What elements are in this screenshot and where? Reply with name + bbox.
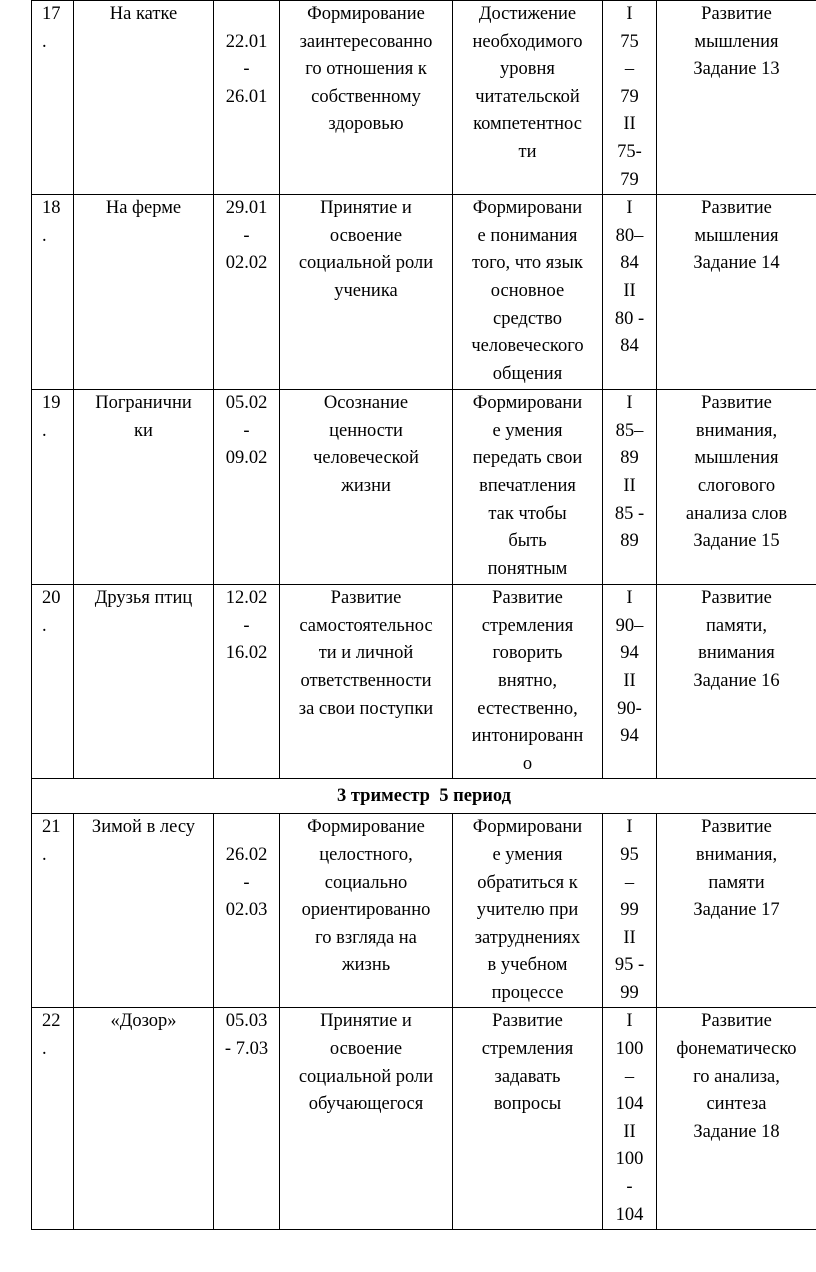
lesson-dates: 05.02 - 09.02 [214,390,280,585]
lesson-dates: 12.02 - 16.02 [214,585,280,779]
table-row [32,195,816,390]
personal-goal: Принятие и освоение социальной роли ученика [280,195,453,390]
row-number: 20 . [32,585,74,779]
table-row [32,814,816,1008]
lesson-dates: 22.01 - 26.01 [214,1,280,195]
trimester-separator: 3 триместр 5 период [32,779,816,814]
pages: I 95 – 99 II 95 - 99 [603,814,657,1008]
pages: I 100 – 104 II 100 - 104 [603,1008,657,1230]
lesson-title: Зимой в лесу [74,814,214,1008]
lesson-dates: 29.01 - 02.02 [214,195,280,390]
lesson-title: Погранични ки [74,390,214,585]
personal-goal: Развитие самостоятельнос ти и личной ответственности за свои поступки [280,585,453,779]
development-task: Развитие мышления Задание 14 [657,195,816,390]
lesson-dates: 26.02 - 02.03 [214,814,280,1008]
personal-goal: Осознание ценности человеческой жизни [280,390,453,585]
trimester-separator-row [32,779,816,814]
pages: I 85– 89 II 85 - 89 [603,390,657,585]
personal-goal: Формирование заинтересованно го отношения к собственному здоровью [280,1,453,195]
development-task: Развитие памяти, внимания Задание 16 [657,585,816,779]
personal-goal: Формирование целостного, социально ориентированно го взгляда на жизнь [280,814,453,1008]
lesson-title: «Дозор» [74,1008,214,1230]
lesson-dates: 05.03 - 7.03 [214,1008,280,1230]
table-row [32,390,816,585]
personal-goal: Принятие и освоение социальной роли обучающегося [280,1008,453,1230]
row-number: 19 . [32,390,74,585]
lesson-title: На катке [74,1,214,195]
communicative-goal: Формировани е умения обратиться к учителю при затруднениях в учебном процессе [453,814,603,1008]
row-number: 22 . [32,1008,74,1230]
communicative-goal: Формировани е умения передать свои впечатления так чтобы быть понятным [453,390,603,585]
pages: I 75 – 79 II 75- 79 [603,1,657,195]
communicative-goal: Достижение необходимого уровня читательской компетентнос ти [453,1,603,195]
table-row [32,585,816,779]
pages: I 80– 84 II 80 - 84 [603,195,657,390]
lesson-title: На ферме [74,195,214,390]
development-task: Развитие внимания, мышления слогового анализа слов Задание 15 [657,390,816,585]
lesson-title: Друзья птиц [74,585,214,779]
row-number: 18 . [32,195,74,390]
development-task: Развитие мышления Задание 13 [657,1,816,195]
row-number: 21 . [32,814,74,1008]
development-task: Развитие внимания, памяти Задание 17 [657,814,816,1008]
table-row [32,1,816,195]
lesson-plan-table [31,0,816,1230]
table-row [32,1008,816,1230]
pages: I 90– 94 II 90- 94 [603,585,657,779]
row-number: 17 . [32,1,74,195]
communicative-goal: Формировани е понимания того, что язык основное средство человеческого общения [453,195,603,390]
communicative-goal: Развитие стремления задавать вопросы [453,1008,603,1230]
development-task: Развитие фонематическо го анализа, синтеза Задание 18 [657,1008,816,1230]
communicative-goal: Развитие стремления говорить внятно, естественно, интонированн о [453,585,603,779]
